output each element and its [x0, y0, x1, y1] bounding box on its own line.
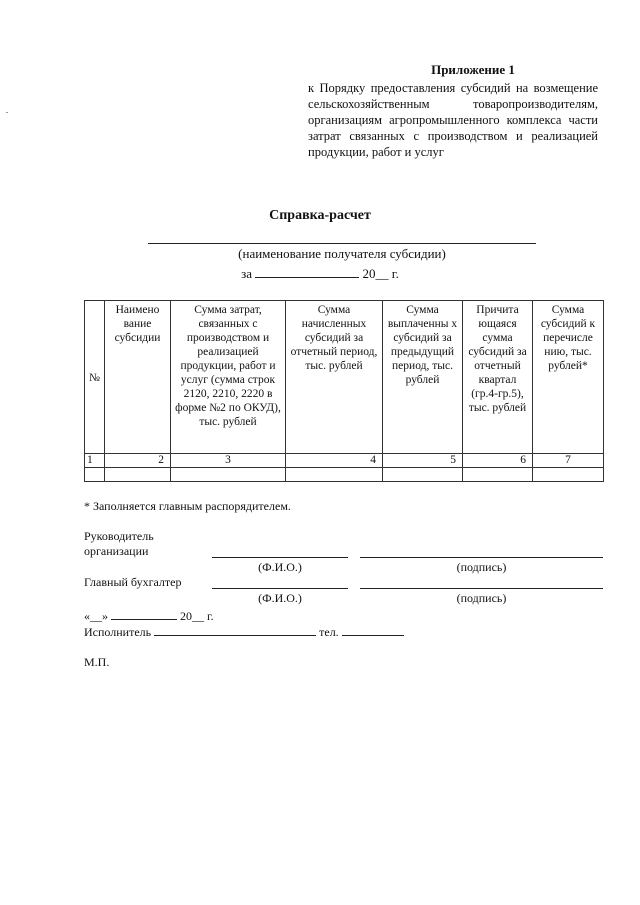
calculation-table [84, 300, 604, 482]
table-row [85, 468, 604, 482]
header-subsidy-name: Наимено вание субсидии [105, 301, 171, 454]
appendix-title: Приложение 1 [431, 62, 515, 77]
accountant-fio-caption: (Ф.И.О.) [258, 591, 302, 605]
head-signature-line[interactable] [360, 557, 603, 558]
column-number: 2 [105, 454, 171, 468]
header-due-subsidies: Причита ющаяся сумма субсидий за отчетный квартал (гр.4-гр.5), тыс. рублей [463, 301, 533, 454]
header-transfer-subsidies: Сумма субсидий к перечисле нию, тыс. рублей* [533, 301, 604, 454]
table-cell[interactable] [171, 468, 286, 482]
chief-accountant-label: Главный бухгалтер [84, 575, 182, 589]
recipient-name-line [148, 243, 536, 244]
header-accrued-subsidies: Сумма начисленных субсидий за отчетный период, тыс. рублей [286, 301, 383, 454]
date-year: 20__ г. [180, 609, 214, 623]
header-number: № [85, 301, 105, 454]
date-blank[interactable] [111, 606, 177, 620]
appendix-block [308, 62, 598, 160]
executor-blank[interactable] [154, 622, 316, 636]
header-paid-subsidies: Сумма выплаченны х субсидий за предыдущий период, тыс. рублей [383, 301, 463, 454]
column-number: 3 [171, 454, 286, 468]
column-numbers-row [85, 454, 604, 468]
executor-line [84, 622, 404, 640]
appendix-text: к Порядку предоставления субсидий на возмещение сельскохозяйственным товаропроизводителям, организациям агропромышленного комплекса части затрат связанных с производством и реализацией продукции, работ и услуг [308, 81, 598, 159]
head-sign-caption: (подпись) [456, 560, 507, 574]
period-prefix: за [241, 266, 253, 281]
period-line [0, 264, 640, 282]
table-cell[interactable] [533, 468, 604, 482]
column-number: 1 [85, 454, 105, 468]
accountant-sign-caption: (подпись) [456, 591, 507, 605]
column-number: 6 [463, 454, 533, 468]
table-cell[interactable] [383, 468, 463, 482]
date-prefix: «__» [84, 609, 108, 623]
table-header-row [85, 301, 604, 454]
table-cell[interactable] [286, 468, 383, 482]
footnote: * Заполняется главным распорядителем. [84, 499, 291, 513]
document-title: Справка-расчет [269, 208, 371, 223]
table-cell[interactable] [85, 468, 105, 482]
phone-label: тел. [319, 625, 339, 639]
column-number: 4 [286, 454, 383, 468]
executor-label: Исполнитель [84, 625, 152, 639]
table-cell[interactable] [463, 468, 533, 482]
period-year: 20__ г. [362, 266, 399, 281]
head-fio-caption: (Ф.И.О.) [258, 560, 302, 574]
stamp-place: М.П. [84, 655, 110, 669]
table-cell[interactable] [105, 468, 171, 482]
scan-mark [6, 112, 8, 113]
header-costs-sum: Сумма затрат, связанных с производством и реализацией продукции, работ и услуг (сумма строк 2120, 2210, 2220 в форме №2 по ОКУД), тыс. рублей [171, 301, 286, 454]
period-blank [255, 264, 359, 278]
head-label-line2: организации [84, 544, 149, 558]
accountant-fio-line[interactable] [212, 588, 348, 589]
accountant-signature-line[interactable] [360, 588, 603, 589]
phone-blank[interactable] [342, 622, 404, 636]
column-number: 7 [533, 454, 604, 468]
recipient-caption: (наименование получателя субсидии) [238, 246, 446, 261]
head-fio-line[interactable] [212, 557, 348, 558]
column-number: 5 [383, 454, 463, 468]
head-label-line1: Руководитель [84, 529, 154, 543]
